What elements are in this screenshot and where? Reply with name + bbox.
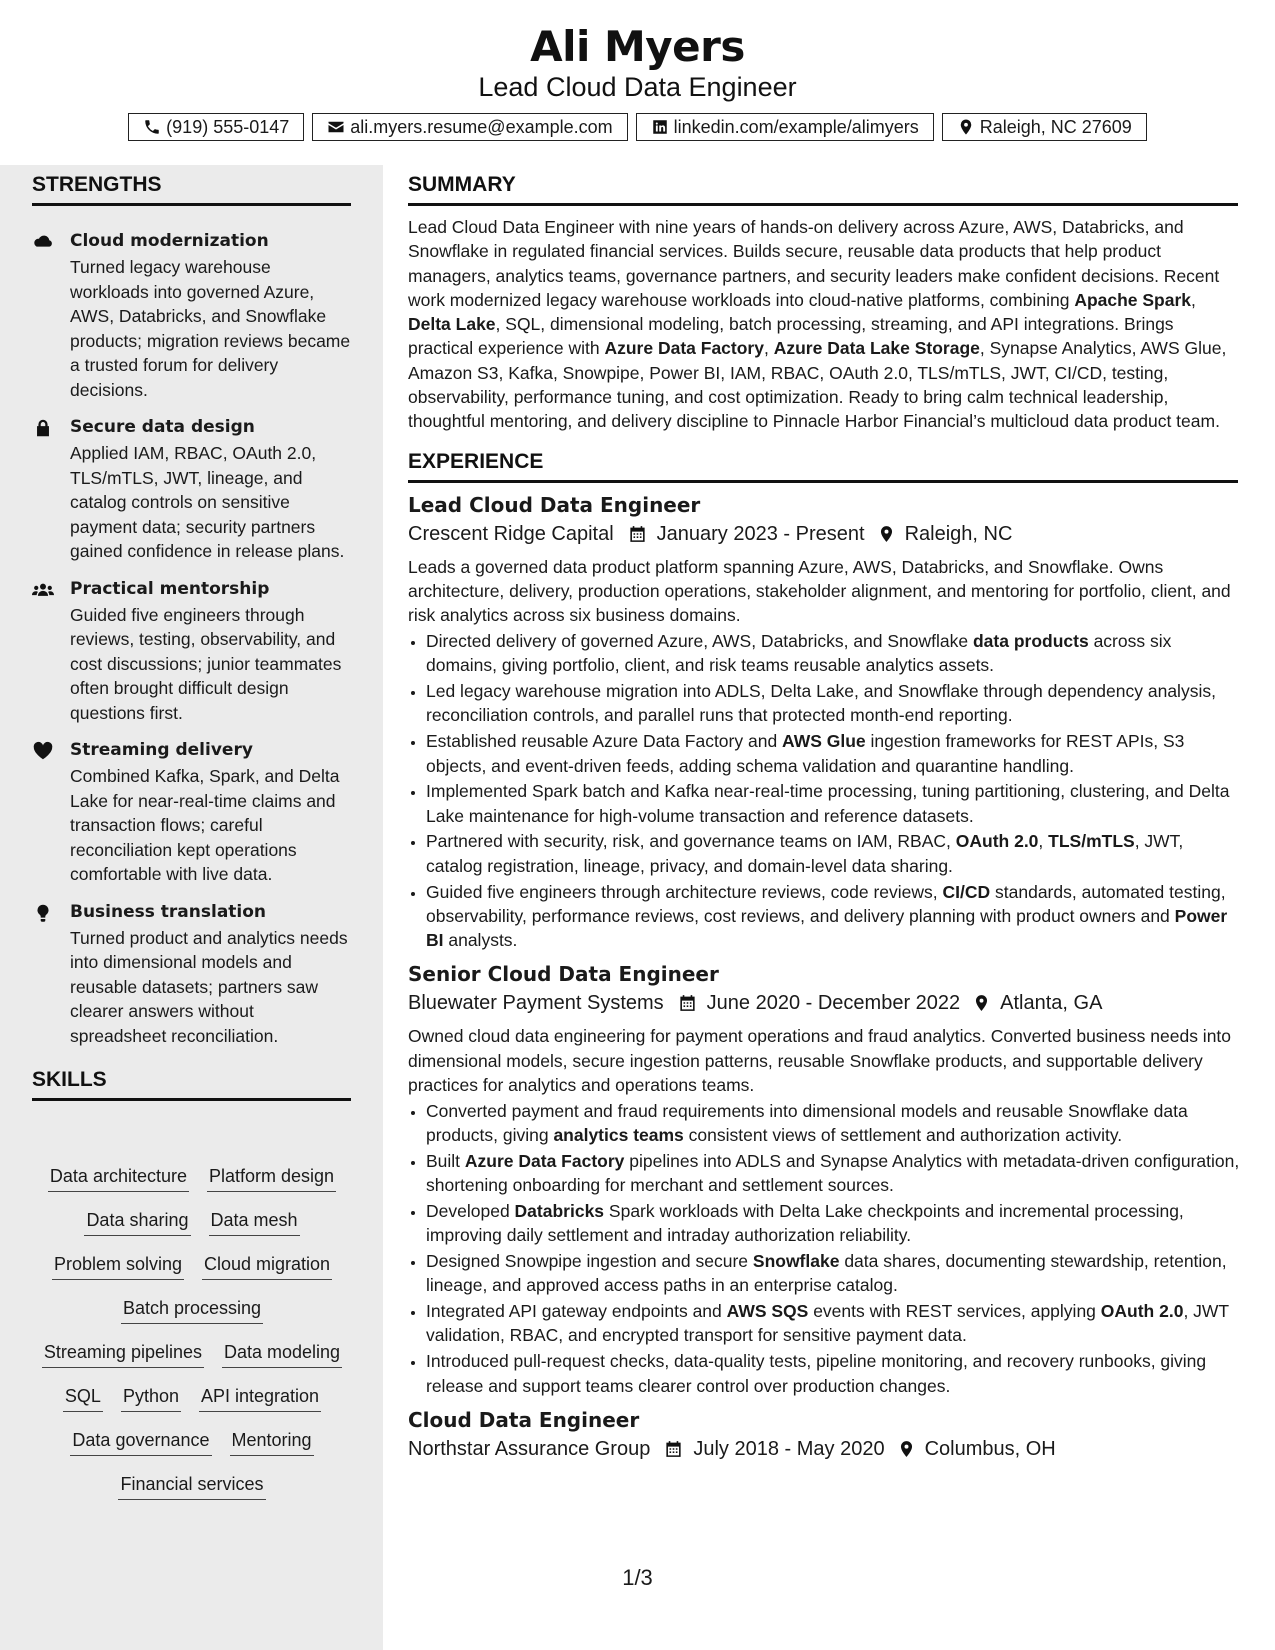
text-run: Spark workloads with Delta Lake checkpoints and incremental processing, improving daily settlement and intraday authorization reliability. [426,1201,1184,1246]
job-entry [408,1406,1240,1464]
skill-tag: API integration [199,1385,321,1412]
job-bullet [426,679,1240,728]
phone-icon [143,118,161,136]
strengths-heading: STRENGTHS [32,173,351,206]
bold-keyword: Azure Data Lake Storage [773,338,980,359]
skill-tag: Data mesh [209,1209,300,1236]
job-location: Atlanta, GA [1000,992,1103,1015]
text-run: Partnered with security, risk, and governance teams on IAM, RBAC, [426,831,956,852]
skill-tag: Problem solving [52,1253,184,1280]
skill-tag: Batch processing [121,1297,263,1324]
bold-keyword: Power BI [426,905,1228,951]
job-description: Leads a governed data product platform spanning Azure, AWS, Databricks, and Snowflake. Owns architecture, delivery, production operations, stakeholder alignment, and mentoring for portfolio, client, and risk analytics across six business domains. [408,556,1231,626]
bold-keyword: OAuth 2.0 [955,831,1039,852]
job-meta [408,1434,1240,1464]
strength-item [32,739,352,887]
strength-text: Turned legacy warehouse workloads into governed Azure, AWS, Databricks, and Snowflake products; migration reviews became a trusted forum for delivery decisions. [70,257,351,400]
map-pin-icon [897,1439,916,1459]
text-run: across six domains, giving portfolio, client, and risk teams reusable analytics assets. [426,631,1172,676]
candidate-name: Ali Myers [530,22,745,71]
job-bullet [426,1349,1240,1398]
job-meta [408,988,1240,1018]
map-pin-icon [972,993,991,1013]
bold-keyword: CI/CD [942,881,991,902]
page-number: 1/3 [622,1565,653,1590]
skill-tag: Data governance [70,1429,211,1456]
bold-keyword: Apache Spark [1074,289,1192,310]
job-bullets [408,1099,1240,1398]
bold-keyword: AWS SQS [726,1301,809,1322]
text-run: Integrated API gateway endpoints and [426,1301,727,1322]
job-company: Crescent Ridge Capital [408,522,614,545]
text-run: , SQL, dimensional modeling, batch processing, streaming, and API integrations. Brings practical experience with [408,314,1174,359]
text-run: ingestion frameworks for REST APIs, S3 objects, and event-driven feeds, adding schema validation and quarantine handling. [426,731,1185,776]
skill-tag: Streaming pipelines [42,1341,204,1368]
job-entry [408,960,1240,1397]
job-bullet [426,1149,1240,1198]
strengths-list [32,230,352,1062]
job-entry [408,491,1240,953]
job-location: Columbus, OH [924,1437,1056,1460]
job-bullet [426,779,1240,828]
job-bullets [408,629,1240,952]
strength-text: Applied IAM, RBAC, OAuth 2.0, TLS/mTLS, JWT, lineage, and catalog controls on sensitive payment data; security partners gained confidence in release plans. [70,443,345,561]
contact-location-text: Raleigh, NC 27609 [979,116,1132,137]
envelope-icon [327,118,345,136]
bold-keyword: data products [972,631,1089,652]
strength-title: Cloud modernization [70,231,269,251]
job-description: Owned cloud data engineering for payment operations and fraud analytics. Converted business needs into dimensional models, secure ingestion patterns, reusable Snowflake products, and supportable delivery practices for analytics and operations teams. [408,1026,1232,1096]
contact-bar [0,113,1275,141]
strength-item [32,578,352,726]
strength-title: Practical mentorship [70,578,270,599]
calendar-icon [628,524,647,544]
summary-heading: SUMMARY [408,173,1238,206]
text-run: Established reusable Azure Data Factory and [426,731,783,752]
bold-keyword: Snowflake [752,1251,840,1272]
text-run: Directed delivery of governed Azure, AWS, Databricks, and Snowflake [426,631,973,652]
summary-text [408,215,1240,434]
skill-tag: Data architecture [48,1165,189,1192]
job-bullet [426,1299,1240,1348]
skill-tag: Platform design [207,1165,336,1192]
strength-title: Streaming delivery [70,740,253,760]
contact-location[interactable] [942,113,1147,141]
job-company: Bluewater Payment Systems [408,992,664,1015]
job-bullet [426,629,1240,678]
text-run: Converted payment and fraud requirements into dimensional models and reusable Snowflake data products, giving [426,1100,1188,1146]
skill-tag: Financial services [118,1473,265,1500]
bold-keyword: OAuth 2.0 [1100,1301,1184,1322]
text-run: Introduced pull-request checks, data-quality tests, pipeline monitoring, and recovery runbooks, giving release and support teams clearer control over production changes. [426,1351,1207,1396]
text-run: consistent views of settlement and authorization activity. [683,1125,1123,1146]
skill-tag: Data sharing [84,1209,190,1236]
bold-keyword: analytics teams [553,1125,684,1146]
experience-heading: EXPERIENCE [408,450,1238,483]
sidebar [0,165,383,1650]
skill-tag: Data modeling [222,1341,342,1368]
job-dates: July 2018 - May 2020 [693,1437,885,1460]
linkedin-icon [651,118,669,136]
job-title: Lead Cloud Data Engineer [408,492,701,517]
text-run: Implemented Spark batch and Kafka near-real-time processing, tuning partitioning, clustering, and Delta Lake maintenance for high-volume transaction and reference datasets. [426,781,1230,826]
job-bullet [426,829,1240,878]
job-title: Senior Cloud Data Engineer [408,962,719,987]
text-run: Developed [426,1201,515,1221]
text-run: events with REST services, applying [808,1301,1101,1322]
skill-tag: Python [121,1385,181,1412]
job-dates: January 2023 - Present [656,522,865,545]
calendar-icon [664,1439,683,1459]
users-icon [32,580,54,600]
bold-keyword: Databricks [514,1201,605,1221]
main-content [408,165,1240,1470]
strength-text: Turned product and analytics needs into dimensional models and reusable datasets; partners saw clearer answers without spreadsheet reconciliation. [70,927,348,1046]
text-run: , JWT, catalog registration, lineage, privacy, and domain-level data sharing. [426,831,1184,876]
candidate-role: Lead Cloud Data Engineer [478,72,797,102]
experience-list [408,491,1240,1464]
bold-keyword: TLS/mTLS [1048,831,1135,852]
heart-icon [32,741,54,761]
strength-item [32,416,352,564]
bold-keyword: Delta Lake [408,314,496,335]
text-run: , JWT validation, RBAC, and encrypted transport for sensitive payment data. [426,1301,1229,1346]
job-bullet [426,1199,1240,1248]
lightbulb-icon [32,903,54,923]
text-run: , [1191,289,1196,310]
skills-heading: SKILLS [32,1068,351,1101]
job-bullet [426,729,1240,778]
text-run: Guided five engineers through architecture reviews, code reviews, [426,881,943,902]
text-run: Built [426,1150,465,1171]
job-dates: June 2020 - December 2022 [706,992,961,1015]
contact-linkedin[interactable] [636,113,934,141]
job-company: Northstar Assurance Group [408,1437,651,1460]
contact-phone[interactable] [128,113,304,141]
contact-email[interactable] [312,113,627,141]
text-run: Lead Cloud Data Engineer with nine years of hands-on delivery across Azure, AWS, Databricks, and Snowflake in regulated financial services. Builds secure, reusable data products that help product managers, analytics teams, governance partners, and security leaders make confident decisions. Recent work modernized legacy warehouse workloads into cloud-native platforms, combining [408,217,1220,310]
job-location: Raleigh, NC [904,522,1013,545]
lock-icon [32,418,54,438]
text-run: , [1038,831,1049,852]
map-pin-icon [957,118,975,136]
skill-tag: Cloud migration [202,1253,332,1280]
text-run: analysts. [443,930,518,951]
bold-keyword: Azure Data Factory [604,338,764,359]
map-pin-icon [877,524,896,544]
bold-keyword: AWS Glue [782,731,866,752]
calendar-icon [678,993,697,1013]
contact-linkedin-text: linkedin.com/example/alimyers [673,116,919,137]
strength-text: Guided five engineers through reviews, testing, observability, and cost discussions; junior teammates often brought difficult design questions first. [70,604,342,723]
text-run: Led legacy warehouse migration into ADLS, Delta Lake, and Snowflake through dependency analysis, reconciliation controls, and parallel runs that protected month-end reporting. [426,681,1216,726]
skill-tag: SQL [63,1385,103,1412]
bold-keyword: Azure Data Factory [464,1150,625,1171]
job-bullet [426,1249,1240,1298]
job-bullet [426,880,1240,953]
job-title: Cloud Data Engineer [408,1407,640,1432]
strength-item [32,230,352,402]
resume-header [0,0,1275,165]
contact-phone-text: (919) 555-0147 [166,116,290,137]
text-run: , Synapse Analytics, AWS Glue, Amazon S3, Kafka, Snowpipe, Power BI, IAM, RBAC, OAuth 2.0, TLS/mTLS, JWT, CI/CD, testing, observability, performance tuning, and cost optimization. Ready to bring calm technical leadership, thoughtful mentoring, and delivery discipline to Pinnacle Harbor Financial’s multicloud data product team. [408,338,1227,432]
strength-title: Business translation [70,901,267,922]
job-meta [408,519,1240,549]
strength-text: Combined Kafka, Spark, and Delta Lake for near-real-time claims and transaction flows; careful reconciliation kept operations comfortable with live data. [70,766,340,884]
text-run: Designed Snowpipe ingestion and secure [426,1251,753,1272]
contact-email-text: ali.myers.resume@example.com [350,116,613,137]
skill-tag: Mentoring [230,1429,314,1456]
strength-item [32,901,352,1049]
text-run: standards, automated testing, observability, performance reviews, cost reviews, and delivery planning with product owners and [426,881,1226,926]
cloud-icon [32,232,54,252]
strength-title: Secure data design [70,417,255,437]
text-run: data shares, documenting stewardship, retention, lineage, and approved access paths in an enterprise catalog. [426,1251,1227,1296]
text-run: , [763,338,774,359]
text-run: pipelines into ADLS and Synapse Analytics with metadata-driven configuration, shortening onboarding for merchant and settlement sources. [426,1150,1240,1196]
skills-list [32,1165,352,1500]
job-bullet [426,1099,1240,1148]
